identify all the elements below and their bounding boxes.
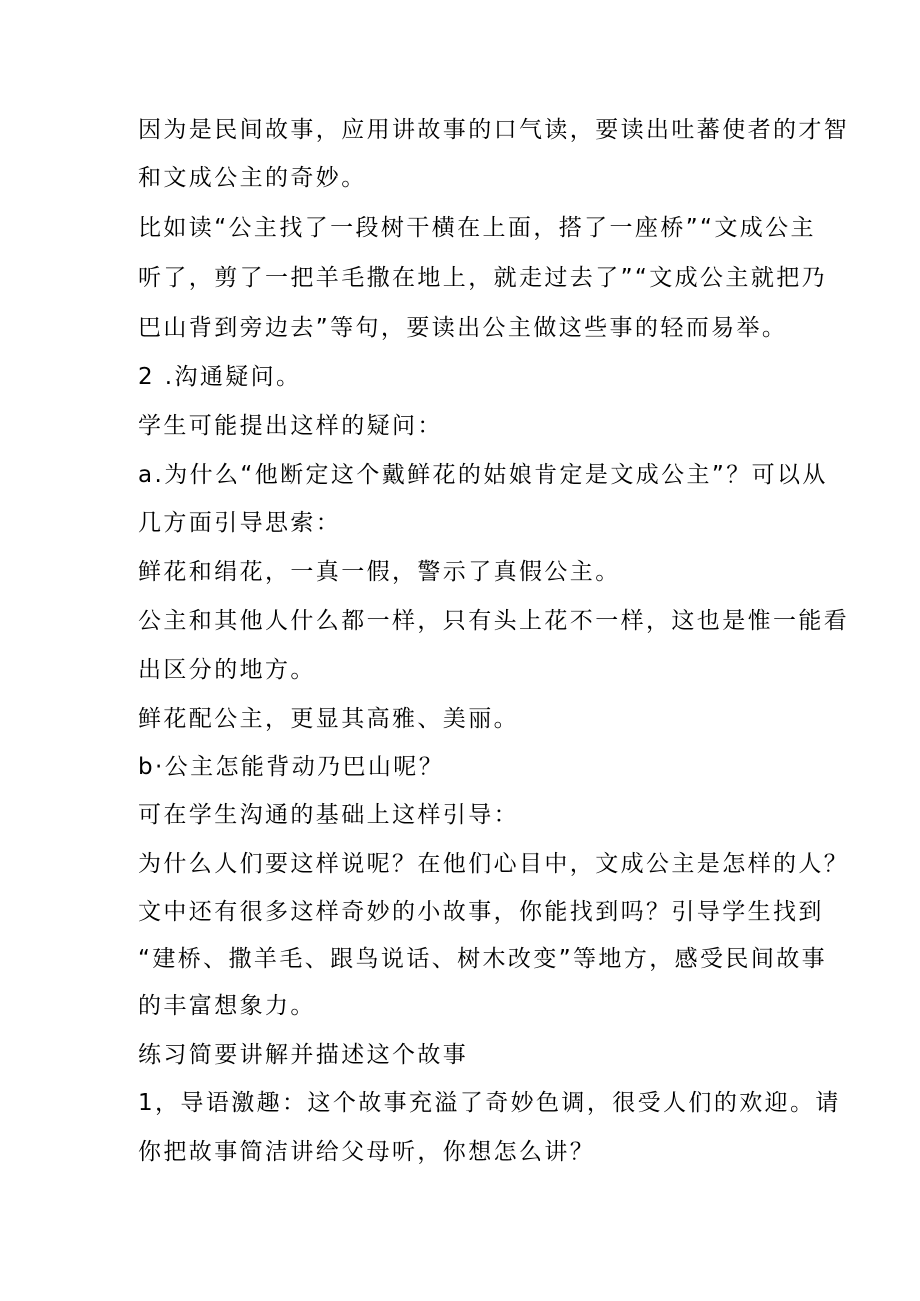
text-line: 鲜花配公主，更显其高雅、美丽。 [138,706,519,732]
text-line: 和文成公主的奇妙。 [138,165,367,191]
text-line: 学生可能提出这样的疑问： [138,413,443,439]
text-line: 1，导语激趣：这个故事充溢了奇妙色调，很受人们的欢迎。请 [138,1090,841,1116]
text-line: 为什么人们要这样说呢？在他们心目中，文成公主是怎样的人？ [138,851,850,877]
text-line: b·公主怎能背动乃巴山呢？ [138,754,445,780]
text-line: 听了，剪了一把羊毛撒在地上，就走过去了”“文成公主就把乃 [138,265,828,291]
text-line: 巴山背到旁边去”等句，要读出公主做这些事的轻而易举。 [138,315,788,341]
text-line: 2 .沟通疑问。 [138,364,302,390]
text-line: 出区分的地方。 [138,657,316,683]
text-line: 几方面引导思索： [138,510,342,536]
text-line: 鲜花和绢花，一真一假，警示了真假公主。 [138,559,621,585]
text-line: 的丰富想象力。 [138,993,316,1019]
text-line: a.为什么“他断定这个戴鲜花的姑娘肯定是文成公主”？可以从 [138,462,828,488]
text-line: “建桥、撒羊毛、跟鸟说话、树木改变”等地方，感受民间故事 [138,946,828,972]
text-line: 练习简要讲解并描述这个故事 [138,1042,469,1068]
text-line: 公主和其他人什么都一样，只有头上花不一样，这也是惟一能看 [138,608,850,634]
text-line: 可在学生沟通的基础上这样引导： [138,802,519,828]
text-line: 比如读“公主找了一段树干横在上面，搭了一座桥”“文成公主 [138,215,816,241]
text-line: 你把故事简洁讲给父母听，你想怎么讲？ [138,1139,596,1165]
text-line: 因为是民间故事，应用讲故事的口气读，要读出吐蕃使者的才智 [138,117,850,143]
text-line: 文中还有很多这样奇妙的小故事，你能找到吗？引导学生找到 [138,899,824,925]
